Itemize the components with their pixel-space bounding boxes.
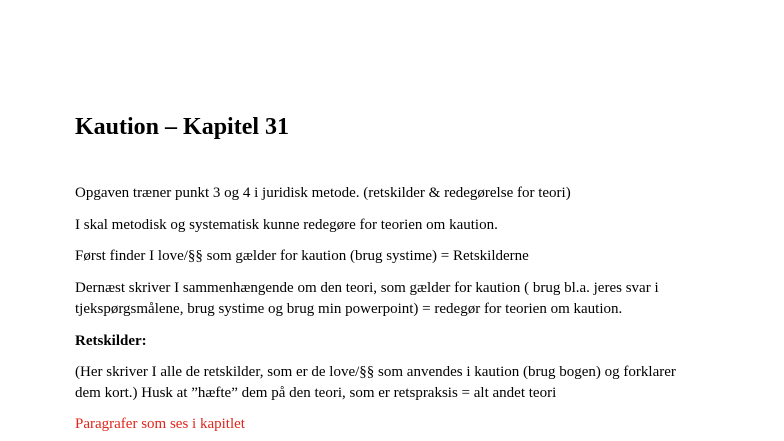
page-title: Kaution – Kapitel 31 [75, 114, 290, 140]
retskilder-line-2: dem kort.) Husk at ”hæfte” dem på den teori, som er retspraksis = alt andet teori [75, 385, 557, 401]
retskilder-paragraph [75, 362, 725, 404]
next-step-paragraph [75, 278, 725, 320]
red-note: Paragrafer som ses i kapitlet [75, 416, 245, 432]
next-step-line-2: tjekspørgsmålene, brug systime og brug min powerpoint) = redegør for teorien om kaution. [75, 301, 623, 317]
next-step-line-1: Dernæst skriver I sammenhængende om den teori, som gælder for kaution ( brug bl.a. jeres svar i [75, 280, 659, 296]
retskilder-line-1: (Her skriver I alle de retskilder, som er de love/§§ som anvendes i kaution (brug bogen) og forklarer [75, 364, 676, 380]
intro-paragraph: Opgaven træner punkt 3 og 4 i juridisk metode. (retskilder & redegørelse for teori) [75, 185, 571, 201]
method-paragraph: I skal metodisk og systematisk kunne redegøre for teorien om kaution. [75, 217, 498, 233]
retskilder-heading: Retskilder: [75, 333, 147, 349]
first-step-paragraph: Først finder I love/§§ som gælder for kaution (brug systime) = Retskilderne [75, 248, 529, 264]
